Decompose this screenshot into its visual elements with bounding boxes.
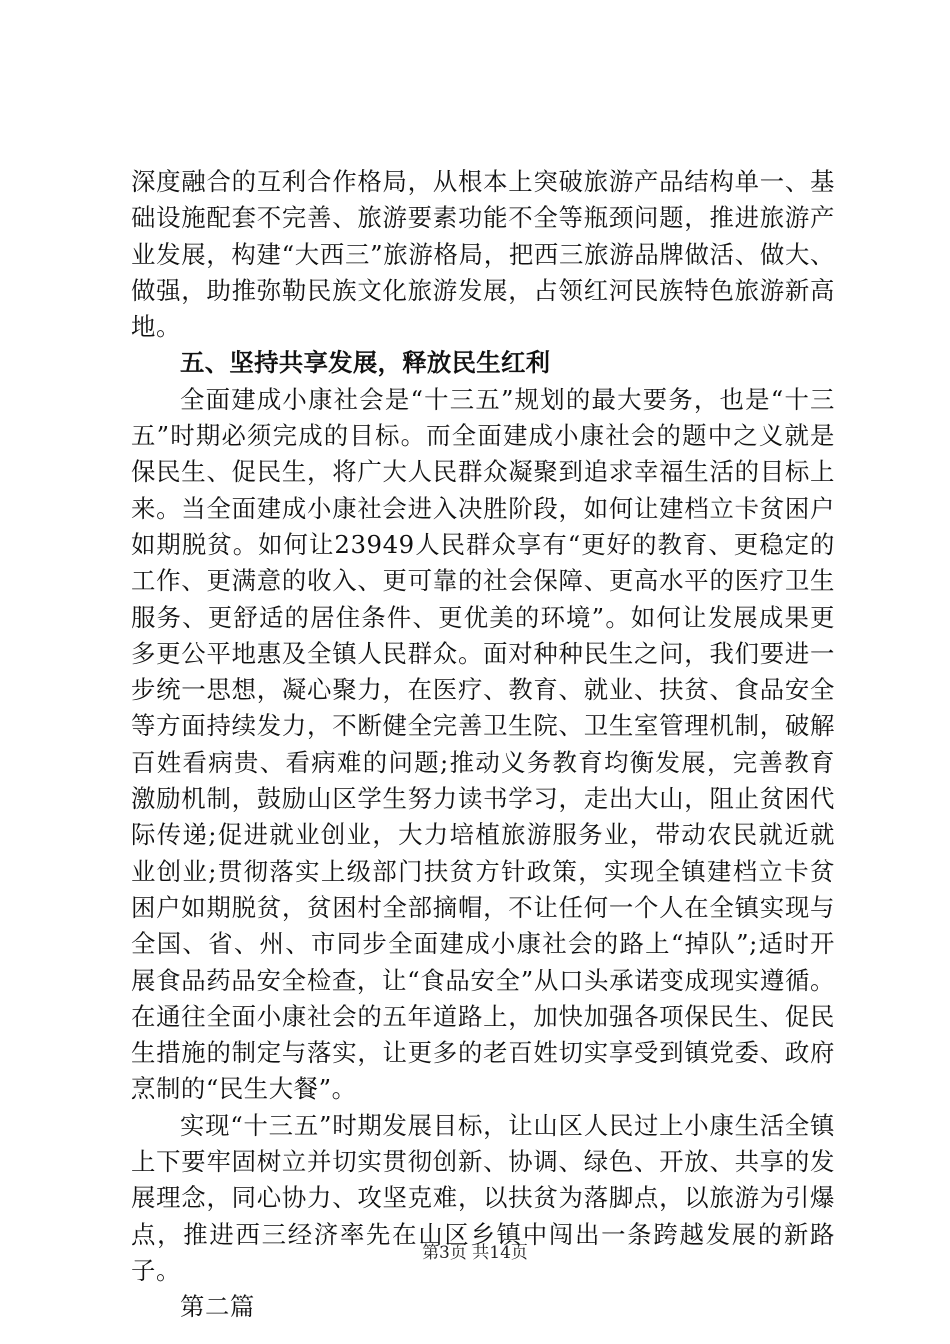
document-body [131,164,835,1326]
paragraph-development-goal: 实现“十三五”时期发展目标，让山区人民过上小康生活全镇上下要牢固树立并切实贯彻创新、协调、绿色、开放、共享的发展理念，同心协力、攻坚克难，以扶贫为落脚点，以旅游为引爆点，推进西三经济率先在山区乡镇中闯出一条跨越发展的新路子。 [131,1110,835,1285]
paragraph-second-part: 第二篇 [180,1292,255,1322]
section-heading-shared-development: 五、坚持共享发展，释放民生红利 [180,348,551,378]
paragraph-livelihood: 全面建成小康社会是“十三五”规划的最大要务，也是“十三五”时期必须完成的目标。而全面建成小康社会的题中之义就是保民生、促民生，将广大人民群众凝聚到追求幸福生活的目标上来。当全面建成小康社会进入决胜阶段，如何让建档立卡贫困户如期脱贫。如何让23949人民群众享有“更好的教育、更稳定的工作、更满意的收入、更可靠的社会保障、更高水平的医疗卫生服务、更舒适的居住条件、更优美的环境”。如何让发展成果更多更公平地惠及全镇人民群众。面对种种民生之问，我们要进一步统一思想，凝心聚力，在医疗、教育、就业、扶贫、食品安全等方面持续发力，不断健全完善卫生院、卫生室管理机制，破解百姓看病贵、看病难的问题;推动义务教育均衡发展，完善教育激励机制，鼓励山区学生努力读书学习，走出大山，阻止贫困代际传递;促进就业创业，大力培植旅游服务业，带动农民就近就业创业;贯彻落实上级部门扶贫方针政策，实现全镇建档立卡贫困户如期脱贫，贫困村全部摘帽，不让任何一个人在全镇实现与全国、省、州、市同步全面建成小康社会的路上“掉队”;适时开展食品药品安全检查，让“食品安全”从口头承诺变成现实遵循。在通往全面小康社会的五年道路上，加快加强各项保民生、促民生措施的制定与落实，让更多的老百姓切实享受到镇党委、政府烹制的“民生大餐”。 [131,384,835,1104]
paragraph-tourism-cooperation: 深度融合的互利合作格局，从根本上突破旅游产品结构单一、基础设施配套不完善、旅游要素功能不全等瓶颈问题，推进旅游产业发展，构建“大西三”旅游格局，把西三旅游品牌做活、做大、做强，助推弥勒民族文化旅游发展，占领红河民族特色旅游新高地。 [131,167,835,342]
page-footer: 第3页 共14页 [422,1243,528,1263]
